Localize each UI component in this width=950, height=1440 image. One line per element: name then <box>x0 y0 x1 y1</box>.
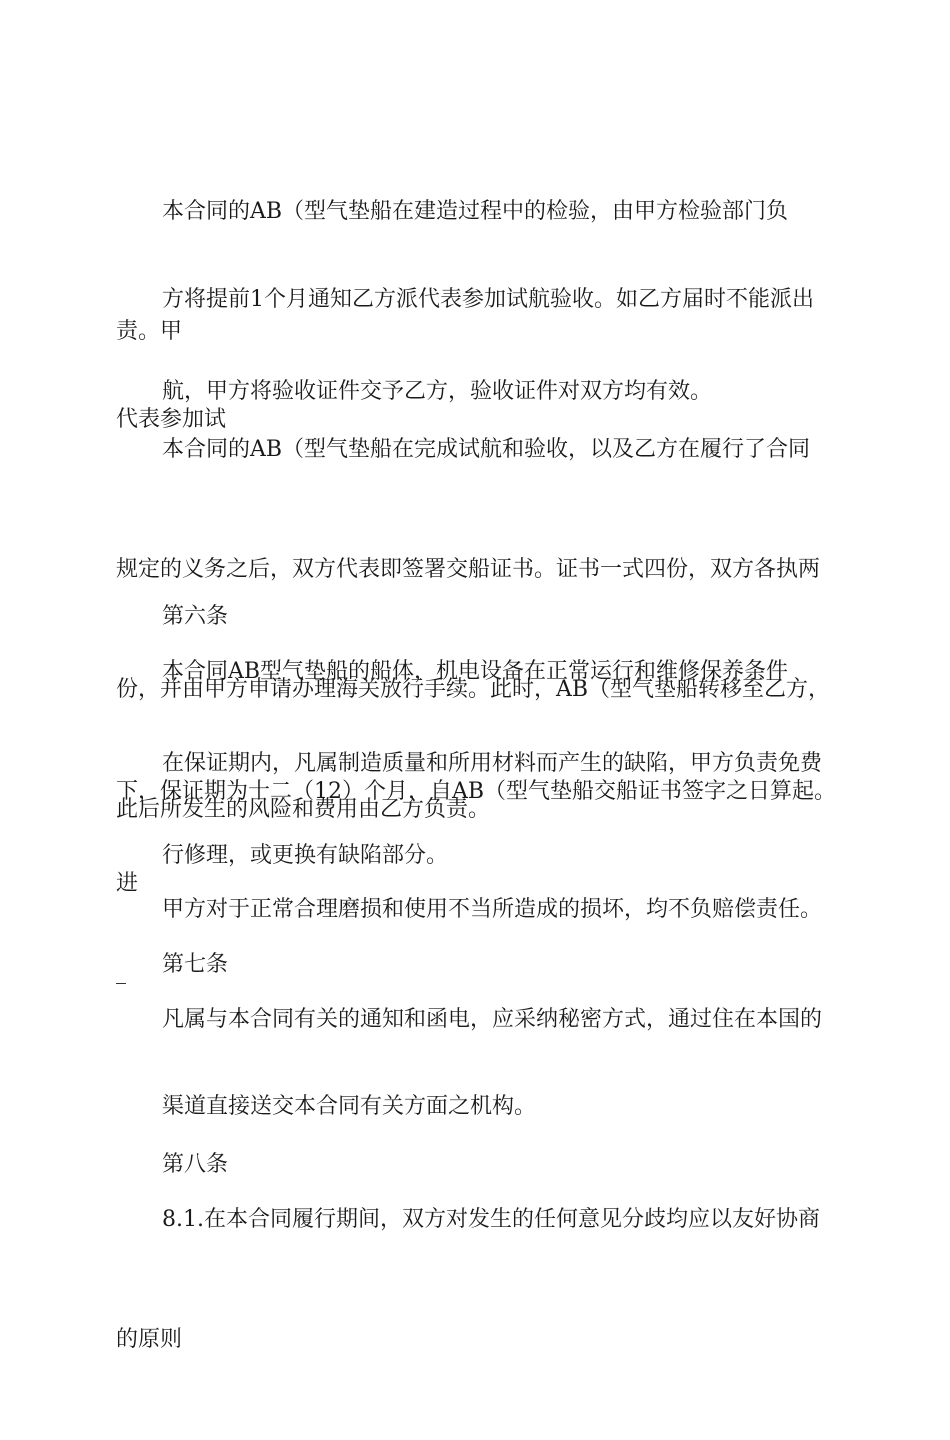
text-line: 本合同AB型气垫船的船体，机电设备在正常运行和维修保养条件 <box>162 659 789 684</box>
text-line: 甲方对于正常合理磨损和使用不当所造成的损坏，均不负赔偿责任。 <box>162 897 823 922</box>
text-line: 的原则 <box>116 1327 183 1352</box>
text-line: 份，并由甲方申请办理海关放行手续。此时，AB（型气垫船转移至乙方， <box>116 677 831 702</box>
text-line: 本合同的AB（型气垫船在完成试航和验收，以及乙方在履行了合同 <box>162 437 811 462</box>
text-line: 下，保证期为十二（12）个月，自AB（型气垫船交船证书签字之日算起。 <box>116 779 837 804</box>
text-line: 责。甲 <box>116 319 183 344</box>
text-line: 凡属与本合同有关的通知和函电，应采纳秘密方式，通过住在本国的 <box>162 1007 823 1032</box>
text-line: 此后所发生的风险和费用由乙方负责。 <box>116 797 491 822</box>
text-line: 航，甲方将验收证件交予乙方，验收证件对双方均有效。 <box>162 379 713 404</box>
stray-dash-mark <box>116 983 126 984</box>
text-line: 第七条 <box>162 952 229 977</box>
text-line: 行修理，或更换有缺陷部分。 <box>162 843 449 868</box>
text-line: 本合同的AB（型气垫船在建造过程中的检验，由甲方检验部门负 <box>162 199 789 224</box>
text-line: 进 <box>116 871 139 896</box>
text-line: 在保证期内，凡属制造质量和所用材料而产生的缺陷，甲方负责免费 <box>162 751 823 776</box>
paragraph-disputes <box>116 1120 836 1440</box>
text-line: 规定的义务之后，双方代表即签署交船证书。证书一式四份，双方各执两 <box>116 557 821 582</box>
text-line: 第八条 <box>162 1152 229 1177</box>
text-line: 渠道直接送交本合同有关方面之机构。 <box>162 1094 537 1119</box>
text-line: 第六条 <box>162 604 229 629</box>
text-line: 8.1.在本合同履行期间，双方对发生的任何意见分歧均应以友好协商 <box>162 1207 820 1232</box>
text-line: 方将提前1个月通知乙方派代表参加试航验收。如乙方届时不能派出 <box>162 287 814 312</box>
text-line: 代表参加试 <box>116 407 227 432</box>
